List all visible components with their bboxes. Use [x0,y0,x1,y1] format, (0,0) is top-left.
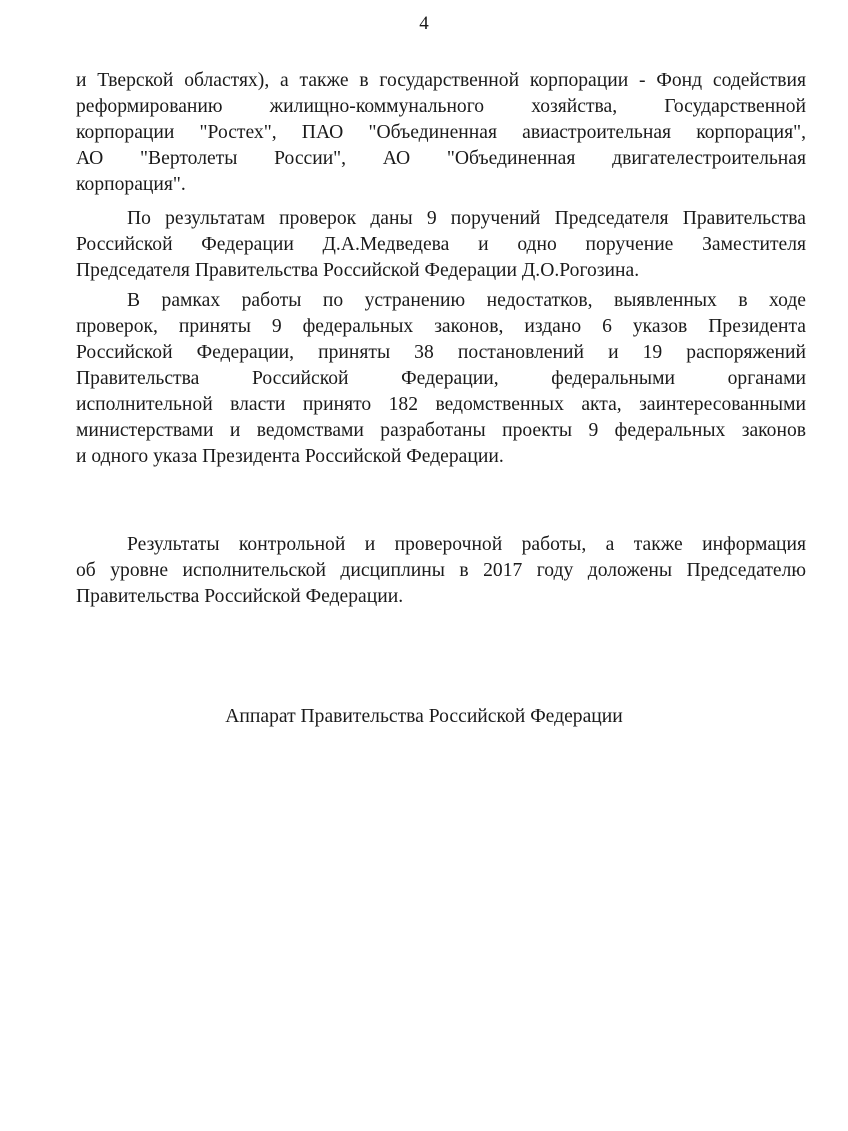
page-number: 4 [419,13,429,34]
text-line: Председателя Правительства Российской Федерации Д.О.Рогозина. [76,260,640,281]
paragraph-results [76,532,806,610]
text-line: проверок, приняты 9 федеральных законов, издано 6 указов Президента [76,316,806,337]
text-line: и одного указа Президента Российской Федерации. [76,446,504,467]
text-line: Правительства Российской Федерации, федеральными органами [76,368,806,389]
text-line: исполнительной власти принято 182 ведомственных акта, заинтересованными [76,394,806,415]
text-line: корпорация". [76,174,186,195]
text-line: По результатам проверок даны 9 поручений Председателя Правительства [127,208,806,229]
text-line: об уровне исполнительской дисциплины в 2017 году доложены Председателю [76,560,806,581]
text-line: реформированию жилищно-коммунального хозяйства, Государственной [76,96,806,117]
text-line: Результаты контрольной и проверочной работы, а также информация [127,534,806,555]
paragraph-instructions [76,206,806,284]
text-line: корпорации "Ростех", ПАО "Объединенная авиастроительная корпорация", [76,122,806,143]
text-line: Российской Федерации Д.А.Медведева и одно поручение Заместителя [76,234,806,255]
text-line: Российской Федерации, приняты 38 постановлений и 19 распоряжений [76,342,806,363]
text-line: министерствами и ведомствами разработаны проекты 9 федеральных законов [76,420,806,441]
text-line: В рамках работы по устранению недостатков, выявленных в ходе [127,290,806,311]
text-line: Правительства Российской Федерации. [76,586,404,607]
signature-line: Аппарат Правительства Российской Федерации [225,706,623,727]
paragraph-legislation [76,288,806,470]
paragraph-continuation [76,68,806,198]
text-line: и Тверской областях), а также в государственной корпорации - Фонд содействия [76,70,806,91]
text-line: АО "Вертолеты России", АО "Объединенная двигателестроительная [76,148,806,169]
